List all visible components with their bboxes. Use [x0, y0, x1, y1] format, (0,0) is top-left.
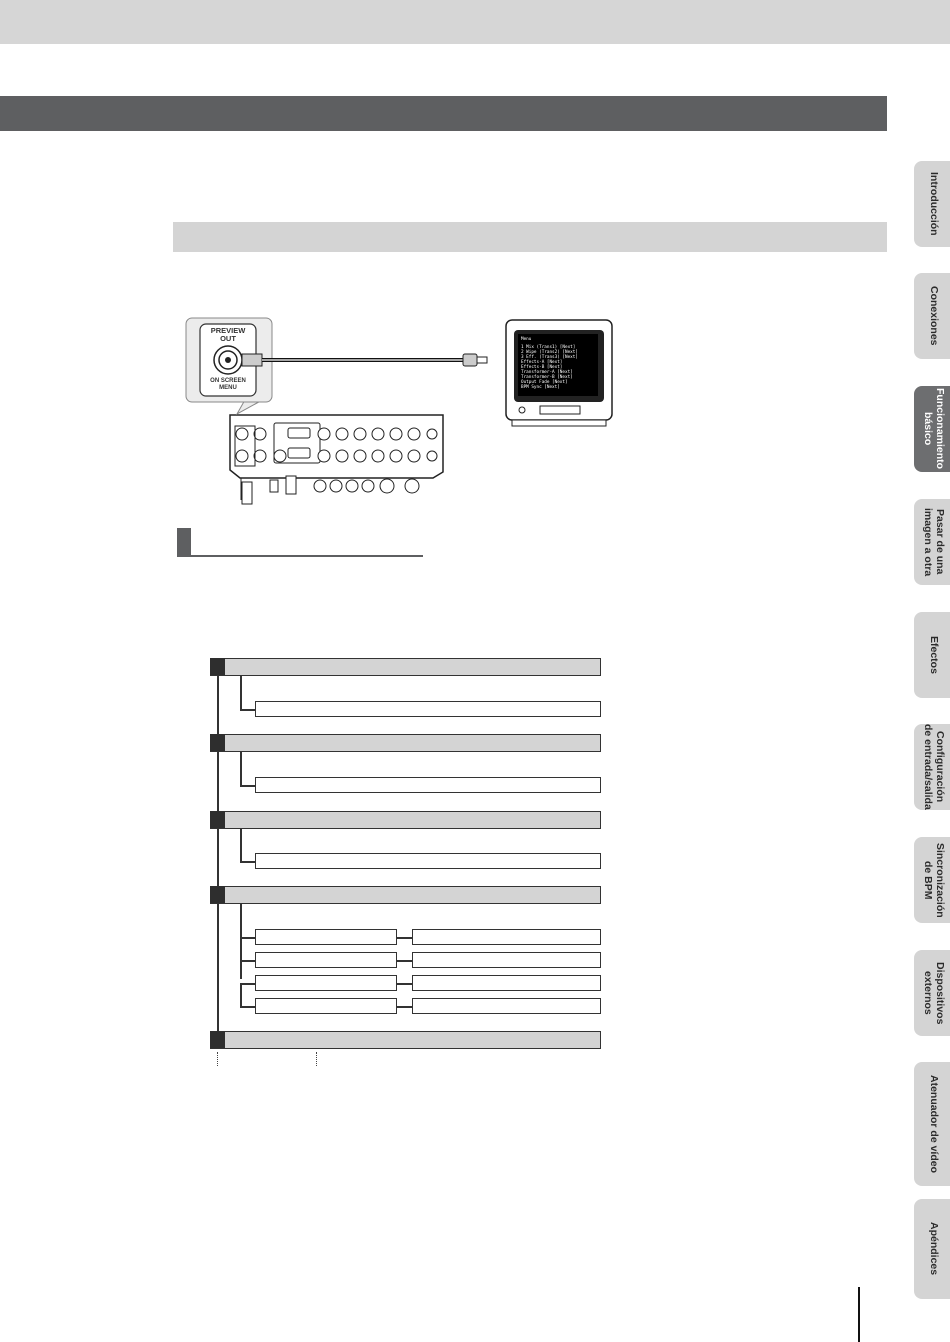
section-title-bar: [173, 222, 887, 252]
mixer-rear-panel: [230, 415, 443, 504]
monitor-line: 1 Mix (Trans1) [Next]: [521, 345, 576, 350]
monitor-line: Transformer-B [Next]: [521, 375, 573, 380]
tab-pasar-de-una-imagen[interactable]: [914, 499, 950, 585]
tab-funcionamiento-basico[interactable]: [914, 386, 950, 472]
menu-item-box: [255, 853, 601, 869]
tab-label: Funcionamiento básico: [922, 388, 946, 470]
video-cable: [262, 354, 487, 366]
menu-item-box: [412, 929, 601, 945]
tab-label: Efectos: [928, 636, 940, 674]
connector-label-preview-out: PREVIEW OUT: [210, 326, 246, 343]
monitor-line: 2 Wipe (Trans2) [Next]: [521, 350, 578, 355]
tab-label: Pasar de una imagen a otra: [922, 507, 946, 577]
tab-label: Conexiones: [928, 286, 940, 346]
subheading-rule: [177, 555, 423, 557]
tab-atenuador-de-video[interactable]: [914, 1062, 950, 1186]
menu-item-box: [255, 998, 397, 1014]
monitor-title: Menu: [521, 337, 532, 342]
tab-label: Configuración de entrada/salida: [922, 724, 946, 810]
menu-item-box: [255, 777, 601, 793]
monitor-line: BPM Sync [Next]: [521, 385, 560, 390]
menu-item-box: [255, 952, 397, 968]
tab-introduccion[interactable]: [914, 161, 950, 247]
menu-group-header: [210, 658, 601, 676]
menu-group-header: [210, 811, 601, 829]
connector-label-on-screen-menu: ON SCREEN MENU: [210, 378, 246, 391]
subheading-marker: [177, 528, 191, 556]
chapter-title-bar: [0, 96, 887, 131]
monitor-line: Effects-B [Next]: [521, 365, 563, 370]
page-number-rule: [858, 1287, 860, 1342]
monitor-line: 3 Eff. (Trans3) [Next]: [521, 355, 578, 360]
tab-conexiones[interactable]: [914, 273, 950, 359]
top-band: [0, 0, 950, 44]
monitor: [506, 320, 612, 426]
menu-group-header: [210, 1031, 601, 1049]
tab-label: Atenuador de vídeo: [928, 1074, 940, 1173]
monitor-line: Effects-A [Next]: [521, 360, 563, 365]
tab-efectos[interactable]: [914, 612, 950, 698]
monitor-line: Output Fade [Next]: [521, 380, 568, 385]
dotted-continuation: [316, 1052, 317, 1066]
tab-label: Apéndices: [928, 1222, 940, 1276]
tab-dispositivos-externos[interactable]: [914, 950, 950, 1036]
tab-label: Introducción: [928, 172, 940, 236]
menu-group-header: [210, 886, 601, 904]
menu-group-header: [210, 734, 601, 752]
menu-item-box: [255, 701, 601, 717]
dotted-continuation: [217, 1052, 218, 1066]
menu-item-box: [412, 998, 601, 1014]
menu-item-box: [255, 929, 397, 945]
tab-sincronizacion-bpm[interactable]: [914, 837, 950, 923]
menu-item-box: [412, 975, 601, 991]
tab-configuracion[interactable]: [914, 724, 950, 810]
tab-label: Dispositivos externos: [922, 961, 946, 1025]
monitor-line: Transformer-A [Next]: [521, 370, 573, 375]
menu-item-box: [255, 975, 397, 991]
tab-label: Sincronización de BPM: [922, 842, 946, 918]
menu-item-box: [412, 952, 601, 968]
tab-apendices[interactable]: [914, 1199, 950, 1299]
